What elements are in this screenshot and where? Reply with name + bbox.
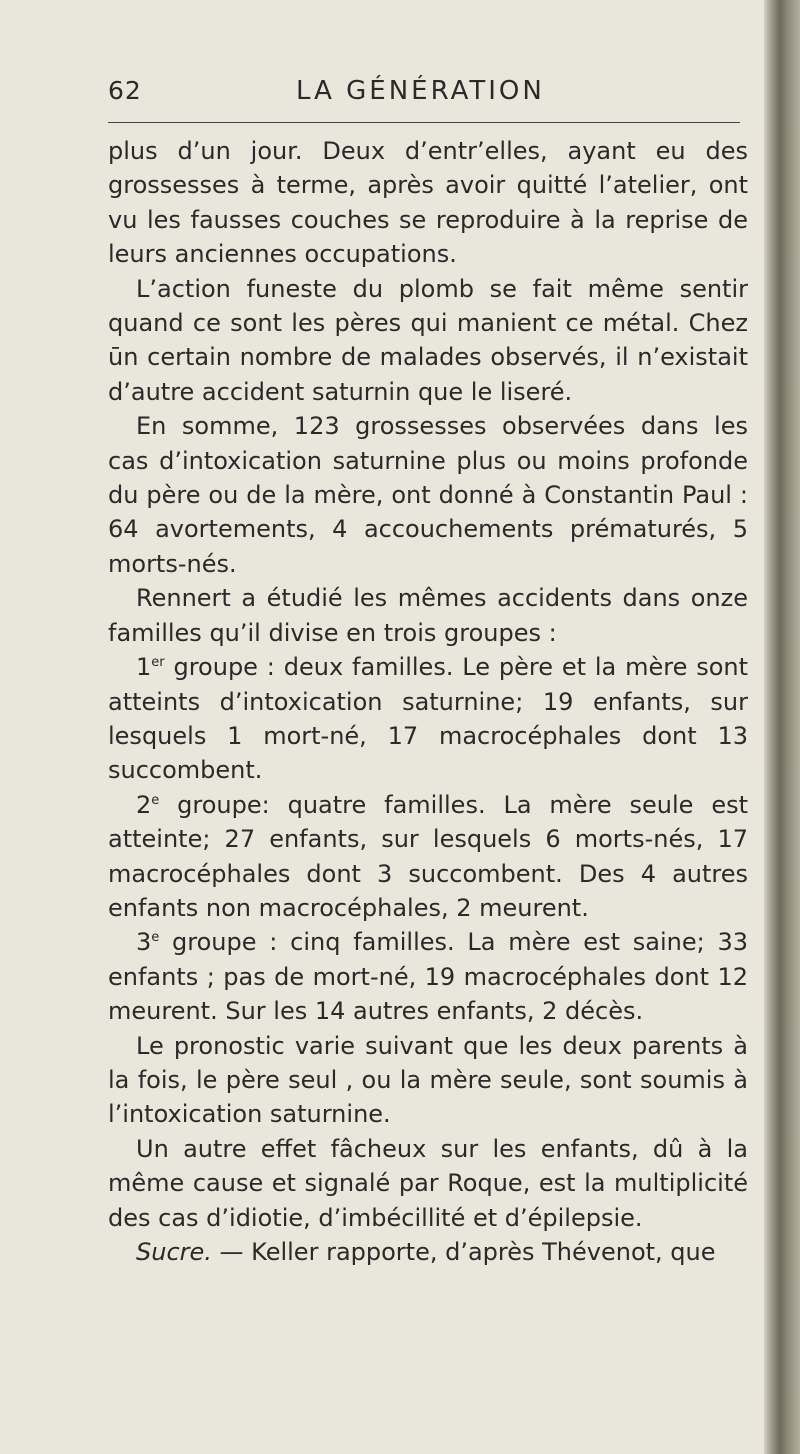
group-number: 2 [136, 790, 152, 819]
page-binding-edge [764, 0, 800, 1454]
section-lead: Sucre. [136, 1238, 212, 1266]
page-number: 62 [108, 76, 142, 105]
group-text: groupe : cinq familles. La mère est saine; 33 enfants ; pas de mort-né, 19 macrocéphales dont 12 meurent. Sur les 14 autres enfants, 2 décès. [108, 928, 748, 1026]
paragraph: Un autre effet fâcheux sur les enfants, dû à la même cause et signalé par Roque, est la multiplicité des cas d’idiotie, d’imbécillité et d’épilepsie. [108, 1134, 748, 1232]
paragraph: L’action funeste du plomb se fait même sentir quand ce sont les pères qui manient ce métal. Chez ūn certain nombre de malades observés, il n’existait d’autre accident saturnin que le liseré. [108, 274, 748, 406]
group-number: 1 [136, 653, 152, 682]
group-ordinal: e [151, 930, 160, 946]
paragraph: Rennert a étudié les mêmes accidents dans onze familles qu’il divise en trois groupes : [108, 584, 748, 647]
group-paragraph [108, 650, 748, 788]
group-text: groupe: quatre familles. La mère seule est atteinte; 27 enfants, sur lesquels 6 morts-nés, 17 macrocéphales dont 3 succombent. Des 4 autres enfants non macrocéphales, 2 meurent. [108, 790, 748, 922]
section-text: — Keller rapporte, d’après Thévenot, que [211, 1238, 716, 1266]
body-text [108, 134, 748, 1269]
group-ordinal: e [151, 792, 160, 808]
group-paragraph [108, 788, 748, 926]
paragraph: En somme, 123 grossesses observées dans les cas d’intoxication saturnine plus ou moins profonde du père ou de la mère, ont donné à Constantin Paul : 64 avortements, 4 accouchements prématurés, 5 morts-nés. [108, 412, 748, 578]
header-rule [108, 122, 740, 123]
paragraph [108, 1235, 748, 1269]
group-ordinal: er [151, 655, 165, 671]
paragraph: Le pronostic varie suivant que les deux parents à la fois, le père seul , ou la mère seule, sont soumis à l’intoxication saturnine. [108, 1031, 748, 1129]
group-text: groupe : deux familles. Le père et la mère sont atteints d’intoxication saturnine; 19 enfants, sur lesquels 1 mort-né, 17 macrocéphales dont 13 succombent. [108, 653, 748, 785]
group-paragraph [108, 925, 748, 1028]
running-title: LA GÉNÉRATION [296, 76, 545, 106]
paragraph: plus d’un jour. Deux d’entr’elles, ayant eu des grossesses à terme, après avoir quitté l’atelier, ont vu les fausses couches se reproduire à la reprise de leurs anciennes occupations. [108, 137, 748, 269]
group-number: 3 [136, 928, 152, 957]
